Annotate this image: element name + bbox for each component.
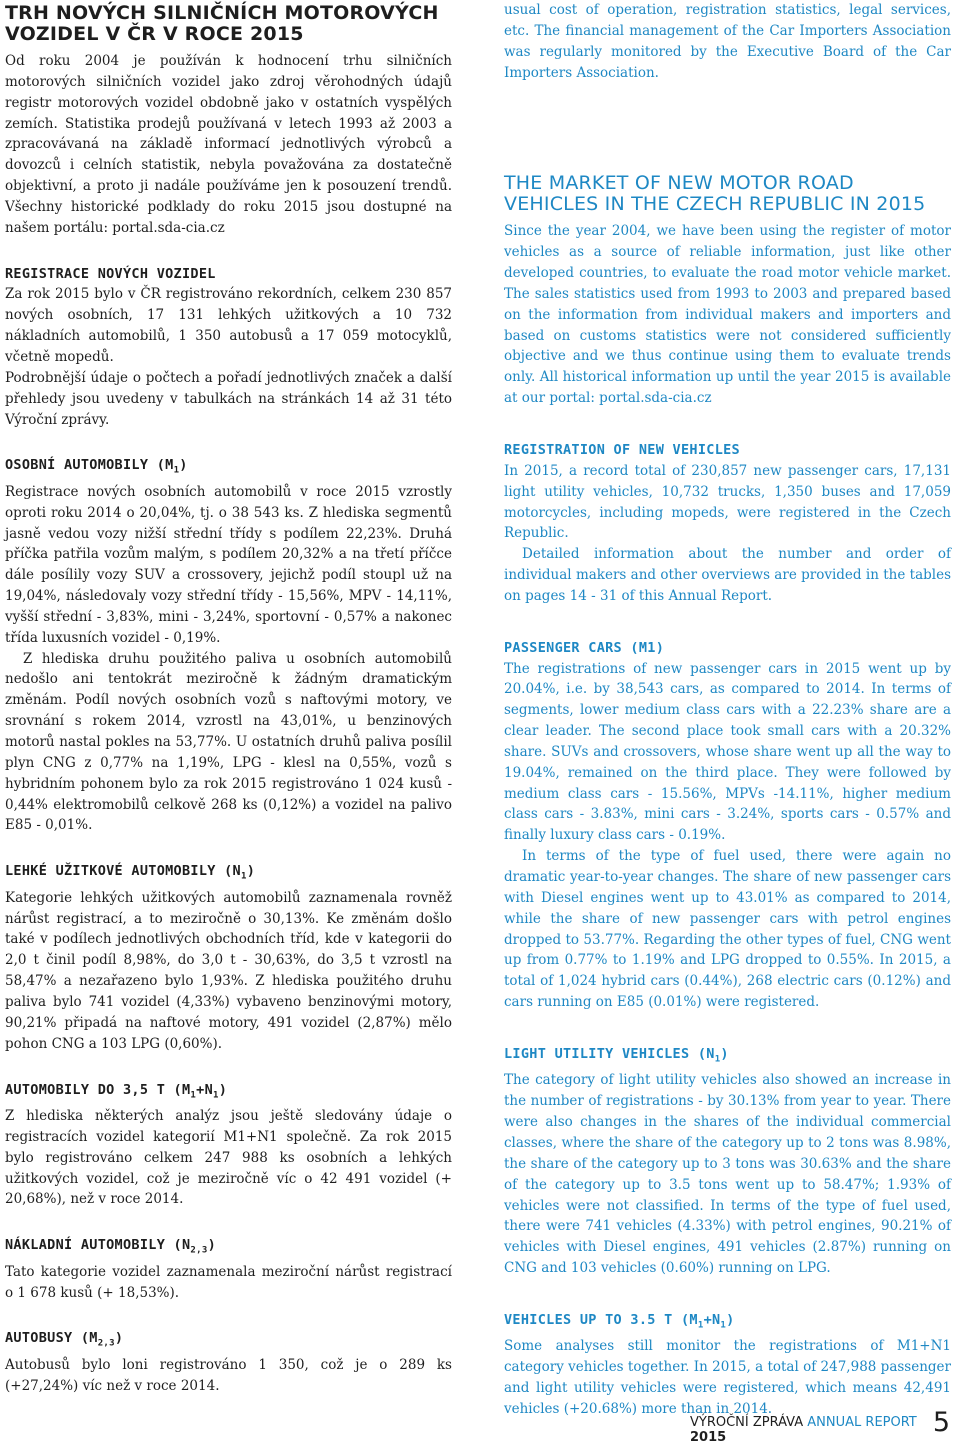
english-vehicles-3-5t-text: Some analyses still monitor the registrations of M1+N1 category vehicles together. In 2015, a total of 247,988 passenger and light utility vehicles were registered, which means 42,491 vehicles (+20.68%) more than in 2014.: [504, 1338, 951, 1417]
czech-registration-details: Podrobnější údaje o počtech a pořadí jednotlivých značek a další přehledy jsou uvedeny v tabulkách na stránkách 14 až 31 této Výroční zprávy.: [5, 369, 452, 428]
czech-intro: Od roku 2004 je používán k hodnocení trhu silničních motorových silničních vozidel jako zdroj věrohodných údajů registr motorových vozidel obdobně jako v ostatních vyspělých zemích. Statistika prodejů používaná v letech 1993 až 2003 a zpracovávaná na základě informací jednotlivých výrobců a dovozců i celních statistik, nebyla považována za dostatečně objektivní, a proto ji nadále používáme jen k posouzení trendů. Všechny historické podklady do roku 2015 jsou dostupné na našem portálu: portal.sda-cia.cz: [5, 53, 452, 236]
page-number: 5: [932, 1407, 950, 1438]
czech-registration-text: Za rok 2015 bylo v ČR registrováno rekordních, celkem 230 857 nových osobních, 17 131 lehkých užitkových a 10 732 nákladních automobilů, 1 350 autobusů a 17 059 motocyklů, včetně mopedů.: [5, 286, 452, 365]
czech-passenger-cars-heading: OSOBNÍ AUTOMOBILY $(M_1)$: [5, 457, 188, 477]
czech-column: [5, 0, 452, 1397]
page-footer: [690, 1407, 950, 1445]
english-passenger-cars-text: The registrations of new passenger cars in 2015 went up by 20.04%, i.e. by 38,543 cars, as compared to 2014. In terms of segments, lower medium class cars with a 22.23% share are a clear leader. The second place took small cars with a 20.32% share. SUVs and crossovers, whose share went up all the way to 19.04%, remained on the third place. They were followed by medium class cars - 15.56%, MPVs -14.11%, higher medium class cars - 3.83%, mini cars - 3.24%, sports cars - 0.57% and finally luxury class cars - 0.19%.: [504, 660, 951, 844]
english-column: [504, 0, 951, 1420]
english-continuation-text: usual cost of operation, registration statistics, legal services, etc. The financial management of the Car Importers Association was regularly monitored by the Executive Board of the Car Importers Association.: [504, 2, 951, 81]
footer-year: 2015: [690, 1430, 727, 1445]
english-light-utility-heading: LIGHT UTILITY VEHICLES $(N_1)$: [504, 1045, 729, 1065]
english-registration-heading: REGISTRATION OF NEW VEHICLES: [504, 441, 740, 458]
english-registration-text: In 2015, a record total of 230,857 new passenger cars, 17,131 light utility vehicles, 10,732 trucks, 1,350 buses and 17,059 motorcycles, including mopeds, were registered in the Czech Republic.: [504, 462, 951, 542]
czech-passenger-cars-fuel: Z hlediska druhu použitého paliva u osobních automobilů nedošlo ani tentokrát meziročně k žádným dramatickým změnám. Podíl nových osobních vozů s naftovými motory, ve srovnání s rokem 2014, vzrostl na 43,01%, u benzinových motorů nastal pokles na 53,77%. U ostatních druhů paliva posílil plyn CNG z 0,77% na 1,19%, LPG - klesl na 0,55%, vozů s hybridním pohonem bylo za rok 2015 registrováno 1 024 kusů - 0,44% elektromobilů celkově 268 ks (0,12%) a vozidel na palivo E85 - 0,01%.: [5, 650, 452, 834]
czech-registration-heading: REGISTRACE NOVÝCH VOZIDEL: [5, 265, 216, 282]
czech-vehicles-3-5t-text: Z hlediska některých analýz jsou ještě sledovány údaje o registracích vozidel kategorií M1+N1 společně. Za rok 2015 bylo registrováno celkem 247 988 ks osobních a lehkých užitkových vozidel, což je meziročně víc o 42 491 vozidel (+ 20,68%), než v roce 2014.: [5, 1108, 452, 1208]
english-passenger-cars-fuel: In terms of the type of fuel used, there were again no dramatic year-to-year changes. The share of new passenger cars with Diesel engines went up to 43.01% as compared to 2014, while the share of new passenger cars with petrol engines dropped to 53.77%. Regarding the other types of fuel, CNG went up from 0.77% to 1.19% and LPG dropped to 0.55%. In 2015, a total of 1,024 hybrid cars (0.44%), 268 electric cars (0.12%) and cars running on E85 (0.01%) were registered.: [504, 848, 951, 1011]
footer-report-cz: VÝROČNÍ ZPRÁVA: [690, 1415, 804, 1430]
czech-trucks-text: Tato kategorie vozidel zaznamenala meziroční nárůst registrací o 1 678 kusů (+ 18,53%).: [5, 1263, 452, 1301]
czech-buses-heading: AUTOBUSY $(M_{2,3})$: [5, 1330, 124, 1350]
english-intro: Since the year 2004, we have been using the register of motor vehicles as a source of reliable information, just like other developed countries, to evaluate the road motor vehicle market. The sales statistics used from 1993 to 2003 and prepared based on the information from individual makers and importers and based on customs statistics were not considered sufficiently objective and we thus continue using them to evaluate trends only. All historical information up until the year 2015 is available at our portal: portal.sda-cia.cz: [504, 223, 951, 407]
czech-light-utility-heading: LEHKÉ UŽITKOVÉ AUTOMOBILY $(N_1)$: [5, 863, 256, 882]
czech-vehicles-3-5t-heading: AUTOMOBILY DO 3,5 T $(M_1+N_1)$: [5, 1081, 228, 1101]
english-vehicles-3-5t-heading: VEHICLES UP TO 3.5 T $(M_1+N_1)$: [504, 1311, 735, 1331]
english-registration-details: Detailed information about the number and order of individual makers and other overviews are provided in the tables on pages 14 - 31 of this Annual Report.: [504, 546, 951, 604]
english-title: THE MARKET OF NEW MOTOR ROAD VEHICLES IN THE CZECH REPUBLIC IN 2015: [504, 172, 926, 216]
czech-title: TRH NOVÝCH SILNIČNÍCH MOTOROVÝCH VOZIDEL V ČR V ROCE 2015: [5, 2, 439, 45]
footer-report-en: ANNUAL REPORT: [807, 1415, 917, 1430]
czech-light-utility-text: Kategorie lehkých užitkových automobilů zaznamenala rovněž nárůst registrací, a to meziročně o 30,13%. Ke změnám došlo také v podílech jednotlivých obchodních tříd, kde v kategorii do 2,0 t činil podíl 8,98%, do 3,0 t - 30,63%, do 3,5 t vzrostl na 58,47% a nezařazeno bylo 1,93%. Z hlediska použitého druhu paliva bylo 741 vozidel (4,33%) vybaveno benzinovými motory, 90,21% připadá na naftové motory, 491 vozidel (2,87%) mělo pohon CNG a 103 LPG (0,60%).: [5, 889, 452, 1052]
czech-buses-text: Autobusů bylo loni registrováno 1 350, což je o 289 ks (+27,24%) víc než v roce 2014.: [5, 1357, 452, 1394]
english-passenger-cars-heading: PASSENGER CARS (M1): [504, 639, 665, 656]
czech-passenger-cars-text: Registrace nových osobních automobilů v roce 2015 vzrostly oproti roku 2014 o 20,04%, tj. o 38 543 ks. Z hlediska segmentů jasně vedou vozy nižší střední třídy s podílem 22,23%. Druhá příčka patřila vozům malým, s podílem 20,32% a na třetí příčce dále posílily vozy SUV a crossovery, jejichž podíl stoupl už na 19,04%, následovaly vozy střední třídy - 15,56%, MPV - 14,11%, vyšší střední - 3,83%, mini - 3,24%, sportovní - 0,57% a nakonec třída luxusních vozidel - 0,19%.: [5, 483, 452, 646]
english-light-utility-text: The category of light utility vehicles also showed an increase in the number of registrations - by 30.13% from year to year. There were also changes in the shares of the individual commercial classes, where the share of the category up to 2 tons was 8.98%, the share of the category up to 3 tons was 30.63% and the share of the category up to 3.5 tons went up to 58.47%; 1.93% of vehicles were not classified. In terms of the type of fuel used, there were 741 vehicles (4.33%) with petrol engines, 90.21% of vehicles with Diesel engines, 491 vehicles (2.87%) running on CNG and 103 vehicles (0.60%) running on LPG.: [504, 1072, 951, 1277]
czech-trucks-heading: NÁKLADNÍ AUTOMOBILY $(N_{2,3})$: [5, 1237, 217, 1256]
